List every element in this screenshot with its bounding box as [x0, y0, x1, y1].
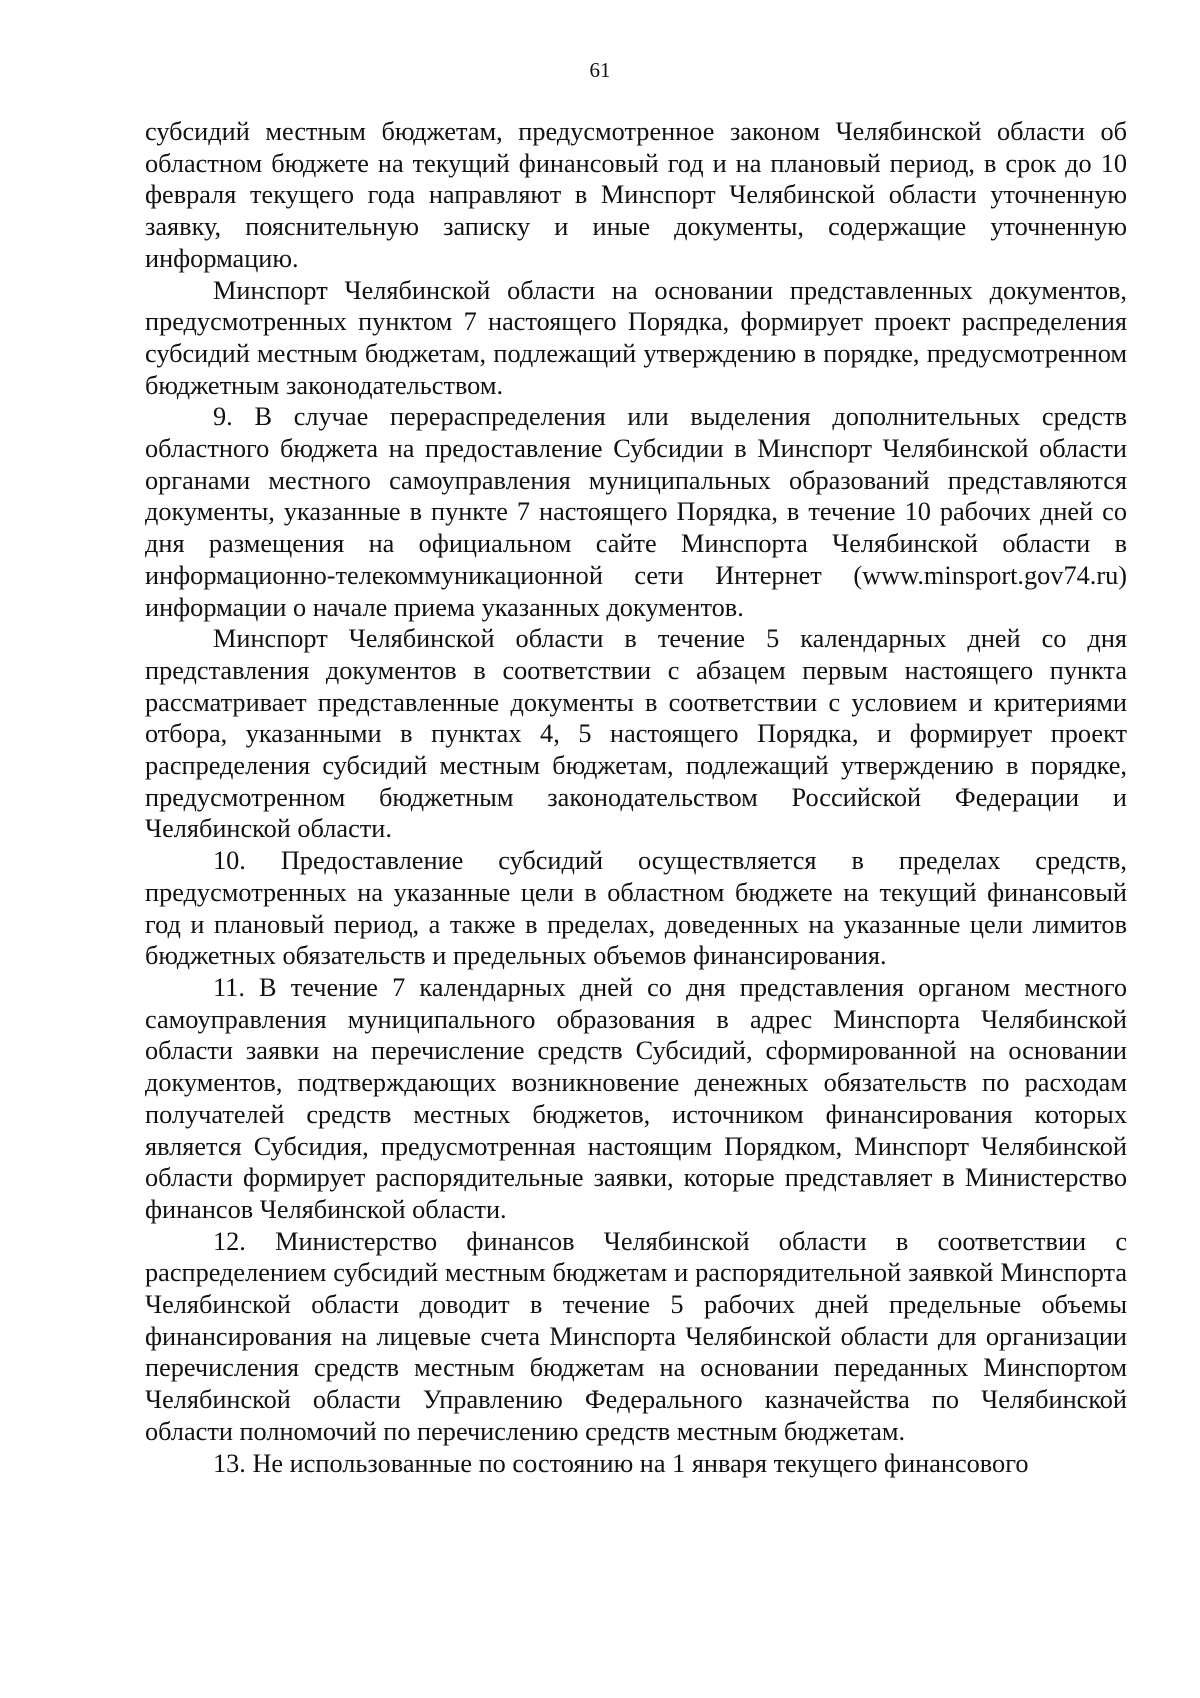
- paragraph-item-13: 13. Не использованные по состоянию на 1 января текущего финансового: [213, 1448, 1029, 1478]
- paragraph-project-distribution: Минспорт Челябинской области на основании представленных документов, предусмотренных пунктом 7 настоящего Порядка, формирует проект распределения субсидий местным бюджетам, подлежащий утверждению в порядке, предусмотренном бюджетным законодательством.: [145, 275, 1127, 400]
- paragraph-item-9-review: Минспорт Челябинской области в течение 5 календарных дней со дня представления документов в соответствии с абзацем первым настоящего пункта рассматривает представленные документы в соответствии с условием и критериями отбора, указанными в пунктах 4, 5 настоящего Порядка, и формирует проект распределения субсидий местным бюджетам, подлежащий утверждению в порядке, предусмотренном бюджетным законодательством Российской Федерации и Челябинской области.: [145, 624, 1127, 844]
- paragraph-item-10: 10. Предоставление субсидий осуществляется в пределах средств, предусмотренных на указанные цели в областном бюджете на текущий финансовый год и плановый период, а также в пределах, доведенных на указанные цели лимитов бюджетных обязательств и предельных объемов финансирования.: [145, 846, 1127, 971]
- paragraph-item-11: 11. В течение 7 календарных дней со дня представления органом местного самоуправления муниципального образования в адрес Минспорта Челябинской области заявки на перечисление средств Субсидий, сформированной на основании документов, подтверждающих возникновение денежных обязательств по расходам получателей средств местных бюджетов, источником финансирования которых является Субсидия, предусмотренная настоящим Порядком, Минспорт Челябинской области формирует распорядительные заявки, которые представляет в Министерство финансов Челябинской области.: [145, 972, 1127, 1224]
- page-number: 61: [589, 58, 611, 82]
- paragraph-item-12: 12. Министерство финансов Челябинской области в соответствии с распределением субсидий местным бюджетам и распорядительной заявкой Минспорта Челябинской области доводит в течение 5 рабочих дней предельные объемы финансирования на лицевые счета Минспорта Челябинской области для организации перечисления средств местным бюджетам на основании переданных Минспортом Челябинской области Управлению Федерального казначейства по Челябинской области полномочий по перечислению средств местным бюджетам.: [145, 1226, 1127, 1446]
- document-body: [145, 116, 1127, 1479]
- paragraph-continuation: субсидий местным бюджетам, предусмотренное законом Челябинской области об областном бюджете на текущий финансовый год и на плановый период, в срок до 10 февраля текущего года направляют в Минспорт Челябинской области уточненную заявку, пояснительную записку и иные документы, содержащие уточненную информацию.: [145, 117, 1127, 273]
- paragraph-item-9: 9. В случае перераспределения или выделения дополнительных средств областного бюджета на предоставление Субсидии в Минспорт Челябинской области органами местного самоуправления муниципальных образований представляются документы, указанные в пункте 7 настоящего Порядка, в течение 10 рабочих дней со дня размещения на официальном сайте Минспорта Челябинской области в информационно-телекоммуникационной сети Интернет (www.minsport.gov74.ru) информации о начале приема указанных документов.: [145, 402, 1127, 622]
